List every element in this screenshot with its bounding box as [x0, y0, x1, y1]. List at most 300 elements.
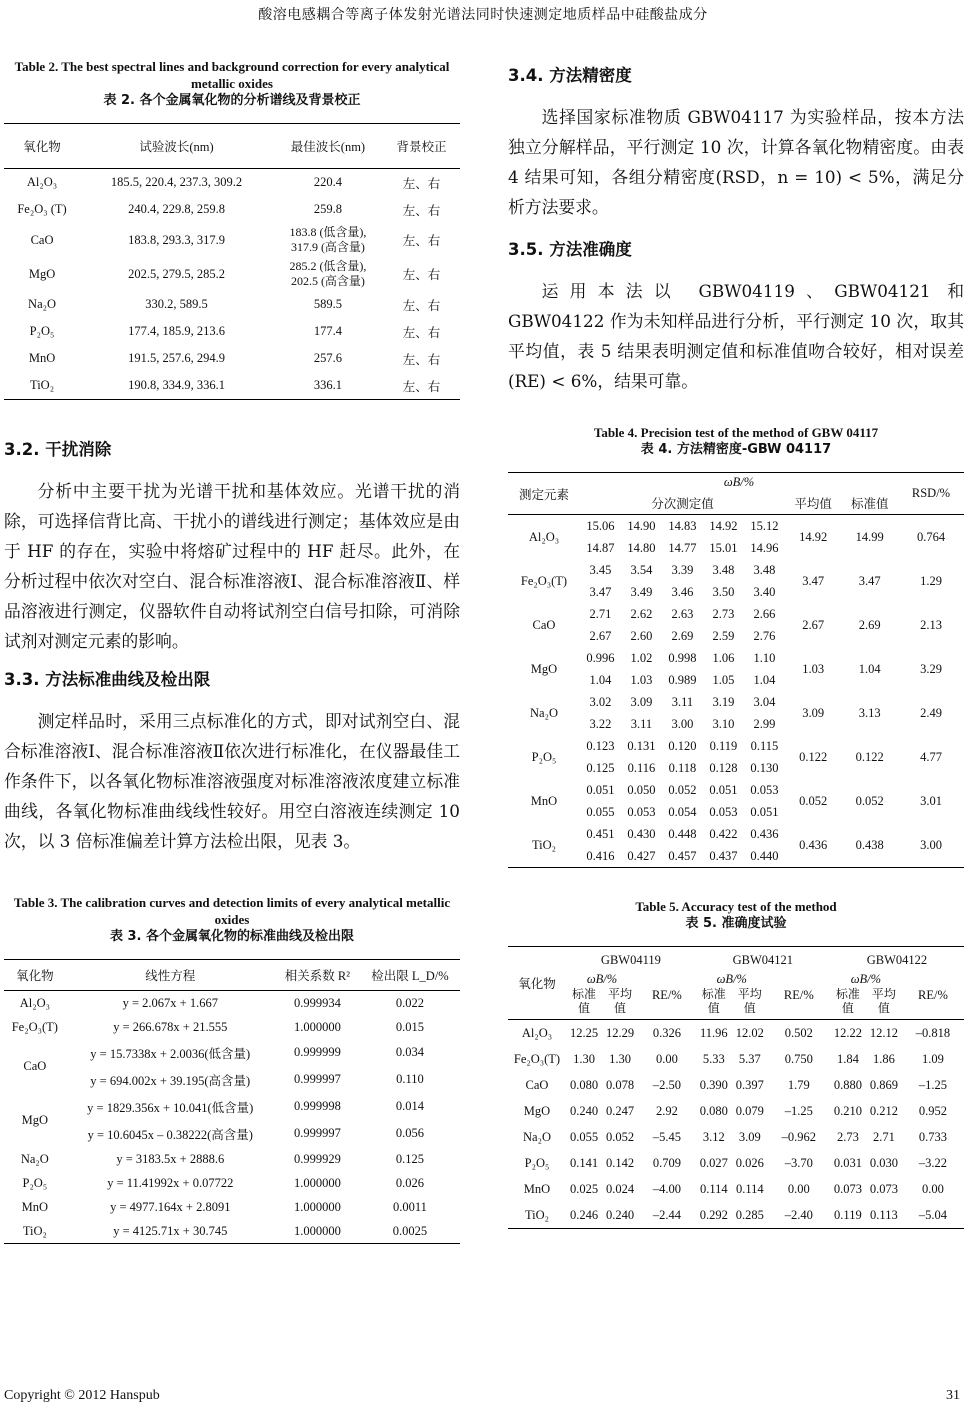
table4-value-cell: 0.989 [668, 672, 697, 687]
table5-row [508, 1046, 964, 1072]
table4-element-cell: Al₂O₃ [528, 529, 560, 544]
table3-cell: y = 2.067x + 1.667 [122, 995, 218, 1010]
table5-value-cell: –2.40 [768, 1202, 830, 1229]
table4-rsd-cell: 4.77 [920, 749, 942, 764]
table5-value-cell: 0.00 [655, 1051, 678, 1066]
table5-row [508, 1020, 964, 1047]
table5-value-cell: 1.86 [872, 1051, 895, 1066]
table5-value-cell: 0.869 [869, 1077, 898, 1092]
section-3-4-title: 3.4. 方法精密度 [508, 66, 632, 85]
table5-value-cell: 0.210 [833, 1103, 862, 1118]
table4-value-cell: 1.05 [712, 672, 735, 687]
table4-value-cell: 2.59 [712, 628, 735, 643]
footer-copyright: Copyright © 2012 Hanspub [4, 1388, 160, 1403]
table4-value-cell: 0.051 [709, 782, 738, 797]
table2-cell: CaO [30, 232, 54, 247]
table5-header-oxide: 氧化物 [508, 947, 566, 1020]
table3-header-cell: 线性方程 [66, 960, 275, 991]
table2-cell: 191.5, 257.6, 294.9 [128, 351, 225, 365]
table4-value-cell: 0.131 [627, 738, 656, 753]
table5-value-cell: 0.390 [699, 1077, 728, 1092]
table4-caption-cn: 表 4. 方法精密度-GBW 04117 [640, 442, 832, 457]
table5-row [508, 1176, 964, 1202]
table4-value-cell: 2.69 [671, 628, 694, 643]
table4-value-cell: 3.11 [630, 716, 653, 731]
table5-value-cell: 0.027 [699, 1155, 728, 1170]
table3-cell: 0.022 [395, 995, 425, 1010]
table3-oxide-cell: P₂O₅ [22, 1175, 48, 1190]
table4-row [508, 779, 964, 801]
table5-oxide-cell: Fe₂O₃(T) [513, 1051, 561, 1066]
table5-value-cell: 3.09 [738, 1129, 761, 1144]
table3-row [4, 1147, 460, 1171]
table5-value-cell: 0.052 [605, 1129, 635, 1144]
table2-cell: MgO [28, 266, 56, 281]
table3-caption [4, 894, 460, 945]
table4-element-cell: TiO₂ [508, 823, 580, 868]
table5-group-header: GBW04122 [830, 947, 964, 973]
table2-cell: 左、右 [402, 203, 441, 218]
table2-row [4, 318, 460, 345]
table2-cell: 185.5, 220.4, 237.3, 309.2 [110, 175, 243, 189]
table4-value-cell: 0.430 [627, 826, 656, 841]
left-column [4, 58, 460, 1244]
table4-value-cell: 3.39 [671, 562, 694, 577]
table5-value-cell: 0.073 [869, 1181, 898, 1196]
table5-row [508, 1072, 964, 1098]
table3-cell: 1.000000 [293, 1175, 341, 1190]
table5-value-cell: 0.502 [784, 1025, 813, 1040]
table5-re-header: RE/% [638, 972, 696, 1020]
table5-row [508, 1124, 964, 1150]
table2-caption [4, 58, 460, 109]
table3-oxide-cell: CaO [23, 1058, 47, 1073]
table5-value-cell: 12.02 [735, 1025, 764, 1040]
table4-value-cell: 0.128 [709, 760, 738, 775]
table5-group-header: GBW04121 [696, 947, 830, 973]
table2-header-cell: 最佳波长(nm) [273, 124, 383, 169]
table5-value-cell: 1.79 [787, 1077, 810, 1092]
table5-value-cell: 0.00 [922, 1181, 944, 1196]
table3-cell: 0.0011 [392, 1199, 427, 1214]
table2-row [4, 223, 460, 257]
table2 [4, 123, 460, 400]
table4-value-cell: 0.118 [668, 760, 697, 775]
table5-value-cell: 0.750 [784, 1051, 813, 1066]
table5-value-cell: 0.030 [869, 1155, 898, 1170]
table3-caption-cn: 表 3. 各个金属氧化物的标准曲线及检出限 [109, 929, 355, 944]
table3-oxide-cell: Na₂O [20, 1151, 49, 1166]
table5-value-cell: 12.25 [569, 1025, 599, 1040]
table3-header-cell: 氧化物 [4, 960, 66, 991]
table4-value-cell: 0.120 [668, 738, 697, 753]
table4-value-cell: 3.40 [753, 584, 776, 599]
table4-value-cell: 1.04 [589, 672, 612, 687]
table5-value-cell: 0.055 [569, 1129, 599, 1144]
table2-header-cell: 背景校正 [383, 124, 460, 169]
table5-oxide-cell: TiO₂ [508, 1202, 566, 1229]
table5-re-header: RE/% [768, 972, 830, 1020]
table4-value-cell: 14.92 [709, 518, 738, 533]
table4-row [508, 647, 964, 669]
table2-cell: 259.8 [313, 202, 342, 216]
table5-value-cell: 0.246 [566, 1202, 602, 1229]
table5-value-cell: 0.240 [602, 1202, 638, 1229]
table4-mean-cell: 3.47 [802, 573, 825, 588]
table4-value-cell: 0.053 [750, 782, 779, 797]
table5-value-cell: 0.114 [735, 1181, 764, 1196]
table4-rsd-cell: 2.49 [920, 705, 942, 720]
table3-oxide-cell: Al₂O₃ [19, 995, 50, 1010]
table4-value-cell: 3.04 [753, 694, 776, 709]
table5-value-cell: –2.44 [638, 1202, 696, 1229]
table4-header-row [508, 473, 964, 493]
table4-std-cell: 1.04 [858, 661, 881, 676]
table4-value-cell: 3.47 [589, 584, 612, 599]
table4-value-cell: 0.052 [668, 782, 697, 797]
table5-oxide-cell: Al₂O₃ [521, 1025, 553, 1040]
table4-value-cell: 0.125 [586, 760, 615, 775]
table3-row [4, 1171, 460, 1195]
table5-value-cell: 0.119 [830, 1202, 866, 1229]
table4-value-cell: 0.422 [709, 826, 738, 841]
table4-value-cell: 0.440 [744, 845, 785, 868]
table4-value-cell: 0.115 [750, 738, 779, 753]
table2-cell: 330.2, 589.5 [145, 297, 208, 311]
table2-cell: 285.2 (低含量), 202.5 (高含量) [289, 259, 367, 288]
table5-value-cell: 1.30 [609, 1051, 631, 1066]
table5-value-cell: 11.96 [699, 1025, 728, 1040]
table5-value-cell: 0.247 [605, 1103, 635, 1118]
table4-value-cell: 3.00 [671, 716, 694, 731]
table5-value-cell: 0.733 [918, 1129, 947, 1144]
section-3-4-text: 选择国家标准物质 GBW04117 为实验样品，按本方法独立分解样品，平行测定 10 次，计算各氧化物精密度。由表 4 结果可知，各组分精密度(RSD，n = 10) < 5%，满足分析方法要求。 [508, 107, 964, 217]
table4-value-cell: 2.76 [753, 628, 776, 643]
table5-value-cell: 0.240 [569, 1103, 599, 1118]
running-header: 酸溶电感耦合等离子体发射光谱法同时快速测定地质样品中硅酸盐成分 [258, 7, 708, 23]
table4-header-individual: 分次测定值 [580, 492, 785, 515]
table5-value-cell: 0.141 [569, 1155, 599, 1170]
table5-value-cell: 0.326 [652, 1025, 681, 1040]
table5-omega-row [508, 972, 964, 986]
table5-subheader-row [508, 986, 964, 1020]
table3-row [4, 1093, 460, 1120]
table4-element-cell: MnO [530, 793, 558, 808]
table5-value-cell: 0.025 [569, 1181, 599, 1196]
table4-rsd-cell: 1.29 [920, 573, 942, 588]
table4-value-cell: 0.051 [586, 782, 615, 797]
table4-header-element: 测定元素 [508, 473, 580, 515]
table5-omega-header: ωB/% [716, 972, 747, 986]
table2-cell: 左、右 [402, 176, 441, 191]
table2-row [4, 345, 460, 372]
table5-value-cell: 3.12 [702, 1129, 725, 1144]
table4-value-cell: 14.90 [627, 518, 656, 533]
section-3-3-text: 测定样品时，采用三点标准化的方式，即对试剂空白、混合标准溶液Ⅰ、混合标准溶液Ⅱ依次进行标准化，在仪器最佳工作条件下，以各氧化物标准溶液强度对标准溶液浓度建立标准曲线，各氧化物标准曲线线性较好。用空白溶液连续测定 10 次，以 3 倍标准偏差计算方法检出限，见表 3。 [4, 711, 460, 851]
table5-value-cell: 0.079 [735, 1103, 764, 1118]
table3-oxide-cell: MnO [21, 1199, 49, 1214]
table4-rsd-cell: 3.29 [920, 661, 942, 676]
table5-value-cell: 5.33 [702, 1051, 725, 1066]
table5-value-cell: 1.84 [836, 1051, 859, 1066]
table5-value-cell: 1.09 [922, 1051, 944, 1066]
table4-rsd-cell: 3.00 [898, 823, 964, 868]
table4-header-mean: 平均值 [785, 492, 842, 515]
table5-value-cell: 1.30 [573, 1051, 595, 1066]
table5-value-cell: 2.71 [872, 1129, 895, 1144]
table3-cell: y = 10.6045x – 0.38222(高含量) [87, 1127, 253, 1142]
table4 [508, 472, 964, 868]
table4-value-cell: 0.451 [586, 826, 615, 841]
table5-value-cell: –0.962 [781, 1129, 817, 1144]
table5-header-row [508, 947, 964, 973]
table3-cell: 0.0025 [360, 1219, 460, 1244]
table3-cell: y = 11.41992x + 0.07722 [107, 1175, 234, 1190]
table3-cell: 0.125 [395, 1151, 425, 1166]
table2-row [4, 257, 460, 291]
table3-row [4, 1015, 460, 1039]
table4-row [508, 691, 964, 713]
table4-mean-cell: 14.92 [799, 529, 828, 544]
table3-header-cell: 检出限 L_D/% [360, 960, 460, 991]
table4-value-cell: 14.87 [586, 540, 615, 555]
table5-value-cell: –5.04 [902, 1202, 964, 1229]
table4-value-cell: 3.49 [630, 584, 653, 599]
table2-row [4, 196, 460, 223]
section-3-2-title: 3.2. 干扰消除 [4, 440, 112, 459]
table4-value-cell: 1.04 [753, 672, 776, 687]
table5-value-cell: –1.25 [918, 1077, 947, 1092]
table2-cell: 177.4, 185.9, 213.6 [128, 324, 225, 338]
table4-row [508, 559, 964, 581]
table5-value-cell: 0.285 [732, 1202, 768, 1229]
table3-cell: y = 694.002x + 39.195(高含量) [90, 1073, 251, 1088]
table5-oxide-cell: Na₂O [523, 1129, 551, 1144]
table5-value-cell: 0.212 [869, 1103, 898, 1118]
table5-value-cell: 0.080 [569, 1077, 599, 1092]
table3-cell: y = 15.7338x + 2.0036(低含量) [90, 1046, 251, 1061]
table4-value-cell: 2.99 [753, 716, 776, 731]
table2-cell: MnO [28, 351, 56, 365]
table5-value-cell: 0.114 [699, 1181, 728, 1196]
table4-value-cell: 2.60 [630, 628, 653, 643]
table5 [508, 946, 964, 1229]
table5-value-cell: 5.37 [738, 1051, 761, 1066]
table5-mean-header: 平均值 [866, 986, 902, 1020]
table3 [4, 959, 460, 1244]
table3-cell: 1.000000 [293, 1019, 341, 1034]
table2-cell: 左、右 [402, 234, 441, 248]
table4-row [508, 823, 964, 845]
table3-cell: 1.000000 [275, 1219, 360, 1244]
table4-value-cell: 0.457 [662, 845, 703, 868]
table4-mean-cell: 0.122 [799, 749, 828, 764]
table3-cell: y = 4125.71x + 30.745 [66, 1219, 275, 1244]
table5-value-cell: 12.12 [869, 1025, 898, 1040]
table2-header-row [4, 124, 460, 169]
table4-mean-cell: 1.03 [802, 661, 825, 676]
table3-cell: 0.999934 [293, 995, 341, 1010]
table4-rsd-cell: 2.13 [920, 617, 942, 632]
table4-value-cell: 2.63 [671, 606, 694, 621]
table4-header-omega: ωB/% [580, 473, 898, 493]
table4-value-cell: 14.96 [750, 540, 779, 555]
table5-value-cell: 0.142 [605, 1155, 635, 1170]
table4-value-cell: 3.22 [589, 716, 612, 731]
table4-caption [508, 424, 964, 458]
table4-value-cell: 0.050 [627, 782, 656, 797]
table4-value-cell: 14.83 [668, 518, 697, 533]
table5-caption-cn: 表 5. 准确度试验 [685, 916, 787, 931]
table4-value-cell: 0.055 [586, 804, 615, 819]
table4-value-cell: 0.119 [709, 738, 738, 753]
table5-std-header: 标准值 [566, 986, 602, 1020]
table4-value-cell: 2.73 [712, 606, 735, 621]
table5-value-cell: 0.078 [605, 1077, 635, 1092]
table4-value-cell: 0.130 [750, 760, 779, 775]
table4-value-cell: 0.053 [627, 804, 656, 819]
table5-value-cell: 0.073 [833, 1181, 862, 1196]
table4-mean-cell: 2.67 [802, 617, 825, 632]
table5-value-cell: 2.92 [655, 1103, 678, 1118]
table4-value-cell: 0.436 [750, 826, 779, 841]
table2-cell: 左、右 [402, 268, 441, 282]
table5-value-cell: –2.50 [652, 1077, 681, 1092]
table5-value-cell: –1.25 [784, 1103, 813, 1118]
table3-cell: 1.000000 [293, 1199, 341, 1214]
table3-header-row [4, 960, 460, 991]
table4-value-cell: 0.054 [668, 804, 697, 819]
table5-value-cell: –4.00 [652, 1181, 681, 1196]
table4-mean-cell: 0.436 [785, 823, 842, 868]
table2-row [4, 291, 460, 318]
table3-oxide-cell: Fe₂O₃(T) [11, 1019, 58, 1034]
table5-value-cell: –3.22 [918, 1155, 947, 1170]
table5-value-cell: 12.22 [833, 1025, 862, 1040]
section-3-2-text: 分析中主要干扰为光谱干扰和基体效应。光谱干扰的消除，可选择信背比高、干扰小的谱线进行测定；基体效应是由于 HF 的存在，实验中将熔矿过程中的 HF 赶尽。此外，在分析过程中依次对空白、混合标准溶液Ⅰ、混合标准溶液Ⅱ、样品溶液进行测定，仪器软件自动将试剂空白信号扣除，可消除试剂对测定元素的影响。 [4, 481, 460, 651]
table2-caption-cn: 表 2. 各个金属氧化物的分析谱线及背景校正 [103, 93, 361, 108]
table3-row [4, 1219, 460, 1244]
table3-cell: 0.056 [395, 1126, 425, 1140]
table4-row [508, 515, 964, 538]
table4-value-cell: 15.01 [709, 540, 738, 555]
table4-value-cell: 15.06 [586, 518, 615, 533]
table5-value-cell: 0.026 [735, 1155, 764, 1170]
table5-value-cell: –5.45 [652, 1129, 681, 1144]
table3-cell: 0.999999 [293, 1045, 341, 1059]
table4-element-cell: MgO [530, 661, 558, 676]
table5-value-cell: 2.73 [836, 1129, 859, 1144]
table4-value-cell: 14.77 [668, 540, 697, 555]
table2-cell: Al₂O₃ [26, 175, 58, 189]
table3-cell: 0.999929 [293, 1151, 341, 1166]
table4-value-cell: 1.10 [753, 650, 776, 665]
table2-cell: TiO₂ [4, 372, 80, 400]
table2-cell: 220.4 [313, 175, 342, 189]
table4-value-cell: 15.12 [750, 518, 779, 533]
table5-value-cell: 0.952 [918, 1103, 947, 1118]
table4-value-cell: 2.67 [589, 628, 612, 643]
table2-cell: 左、右 [402, 298, 441, 313]
table5-group-header: GBW04119 [566, 947, 696, 973]
table4-header-std: 标准值 [841, 492, 898, 515]
table4-std-cell: 0.052 [855, 793, 884, 808]
table2-header-cell: 试验波长(nm) [80, 124, 273, 169]
section-3-5-text: 运用本法以 GBW04119、GBW04121 和 GBW04122 作为未知样品进行分析，平行测定 10 次，取其平均值，表 5 结果表明测定值和标准值吻合较好，相对误差(RE) < 6%，结果可靠。 [508, 281, 964, 391]
table2-cell: 336.1 [273, 372, 383, 400]
table4-rsd-cell: 3.01 [920, 793, 942, 808]
table2-header-cell: 氧化物 [4, 124, 80, 169]
section-3-5-title: 3.5. 方法准确度 [508, 240, 632, 259]
table4-value-cell: 14.80 [627, 540, 656, 555]
table3-cell: 0.015 [395, 1019, 425, 1034]
table5-value-cell: 0.397 [735, 1077, 764, 1092]
table4-value-cell: 0.427 [621, 845, 662, 868]
table5-row [508, 1202, 964, 1229]
table2-cell: Na₂O [28, 297, 57, 311]
table4-std-cell: 0.438 [841, 823, 898, 868]
table5-value-cell: 0.709 [652, 1155, 681, 1170]
table4-value-cell: 0.123 [586, 738, 615, 753]
table4-value-cell: 0.051 [750, 804, 779, 819]
table5-value-cell: 0.024 [605, 1181, 635, 1196]
table5-mean-header: 平均值 [732, 986, 768, 1020]
table3-row [4, 1066, 460, 1093]
table2-cell: 183.8, 293.3, 317.9 [128, 232, 225, 247]
table4-value-cell: 3.10 [712, 716, 735, 731]
table4-element-cell: CaO [532, 617, 556, 632]
table4-value-cell: 2.66 [753, 606, 776, 621]
table4-value-cell: 2.62 [630, 606, 653, 621]
table3-row [4, 1195, 460, 1219]
table5-value-cell: 0.080 [699, 1103, 728, 1118]
table4-std-cell: 3.13 [858, 705, 881, 720]
table2-cell: 240.4, 229.8, 259.8 [128, 202, 225, 216]
table5-omega-header: ωB/% [586, 972, 618, 986]
table2-cell: Fe₂O₃ (T) [17, 202, 67, 216]
table4-value-cell: 3.48 [712, 562, 735, 577]
table4-value-cell: 0.116 [627, 760, 656, 775]
table3-cell: 0.999997 [293, 1126, 341, 1140]
table3-cell: 0.034 [395, 1045, 425, 1059]
table3-cell: 0.014 [395, 1099, 425, 1113]
table3-cell: y = 4977.164x + 2.8091 [110, 1199, 231, 1214]
table2-row [4, 169, 460, 197]
table2-caption-en: Table 2. The best spectral lines and background correction for every analytical metallic oxides [14, 59, 450, 91]
table4-rsd-cell: 0.764 [916, 529, 946, 544]
table4-value-cell: 3.09 [630, 694, 653, 709]
table5-row [508, 1098, 964, 1124]
table3-oxide-cell: MgO [21, 1112, 49, 1127]
table5-oxide-cell: MgO [523, 1103, 551, 1118]
table3-row [4, 991, 460, 1016]
table3-cell: 0.026 [395, 1175, 425, 1190]
table4-element-cell: Na₂O [530, 705, 558, 720]
table5-std-header: 标准值 [830, 986, 866, 1020]
table3-cell: 0.999998 [293, 1099, 341, 1113]
table5-mean-header: 平均值 [602, 986, 638, 1020]
table4-value-cell: 0.437 [703, 845, 744, 868]
table5-caption [508, 898, 964, 932]
table3-row [4, 1120, 460, 1147]
table4-value-cell: 3.45 [589, 562, 612, 577]
table5-value-cell: 0.292 [696, 1202, 732, 1229]
table5-re-header: RE/% [902, 972, 964, 1020]
table3-caption-en: Table 3. The calibration curves and detection limits of every analytical metallic oxides [13, 895, 451, 927]
table5-value-cell: 0.113 [866, 1202, 902, 1229]
table4-value-cell: 3.48 [753, 562, 776, 577]
table4-mean-cell: 0.052 [799, 793, 828, 808]
